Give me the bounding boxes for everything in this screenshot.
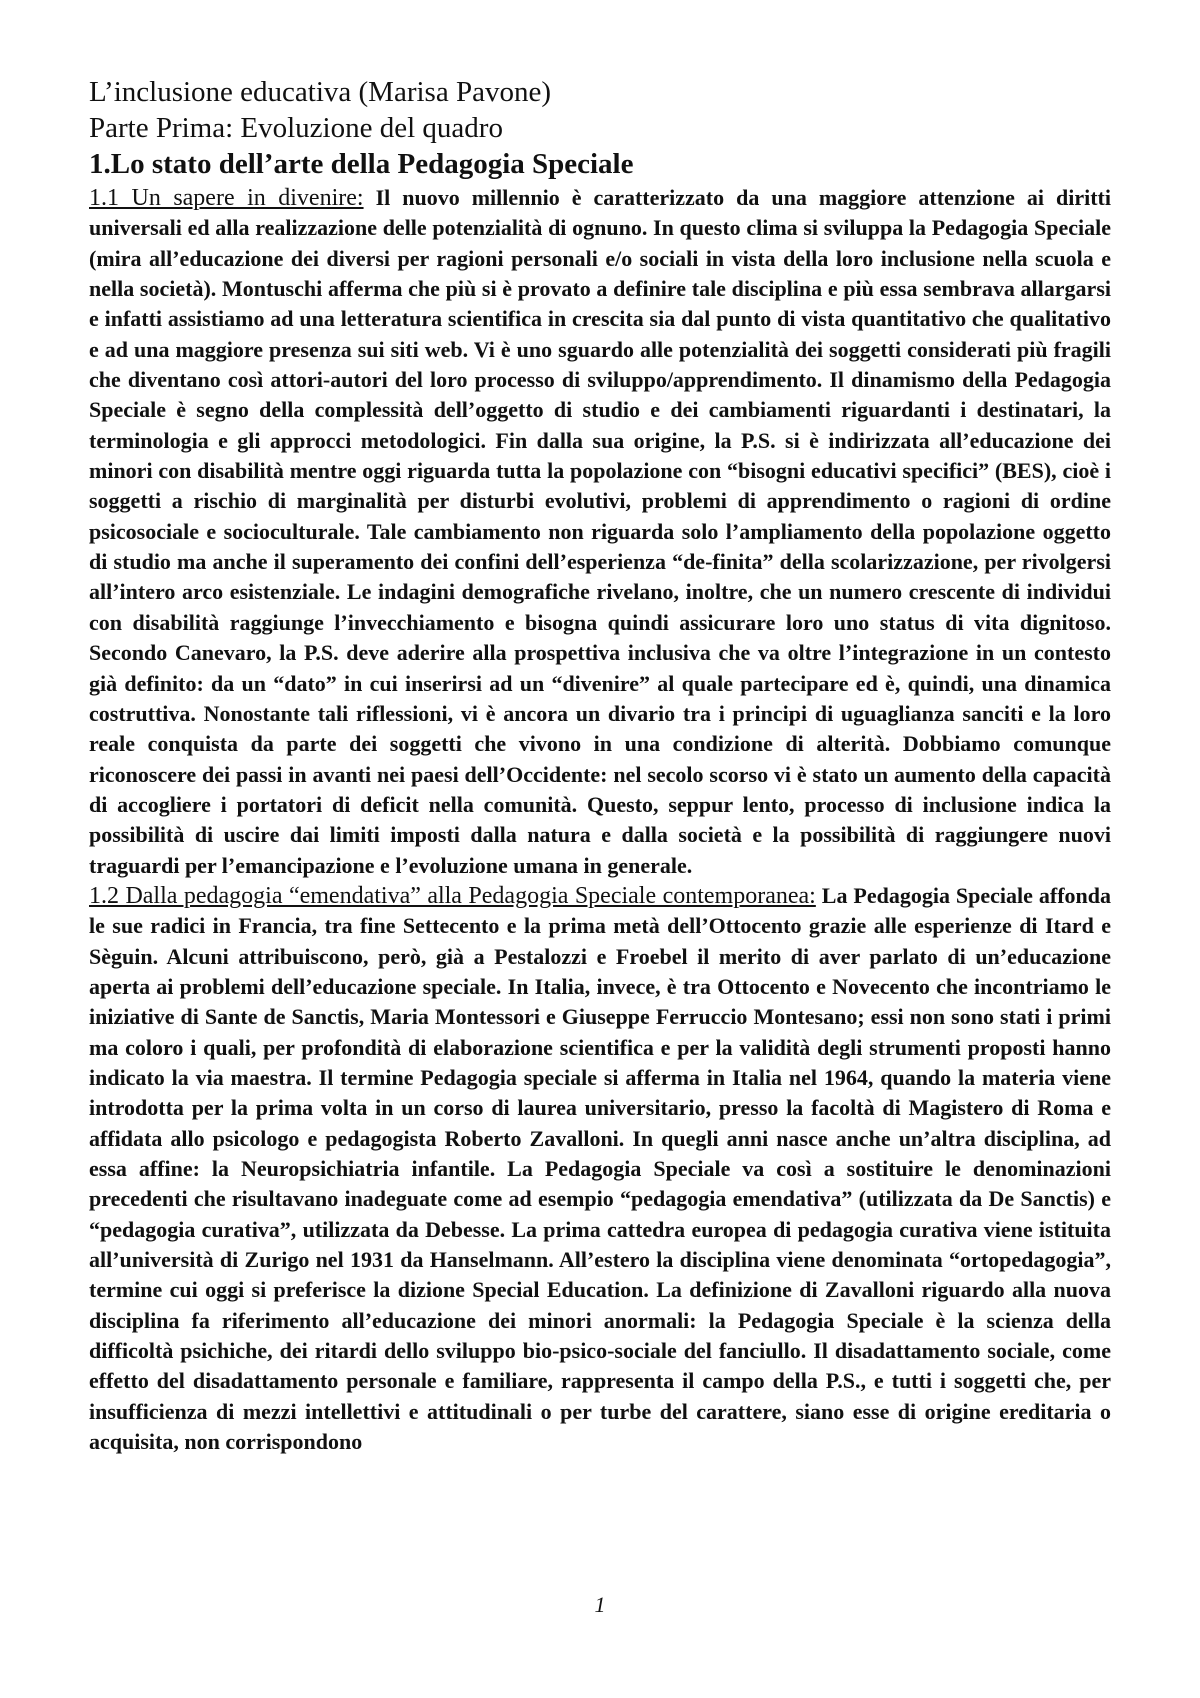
section-2-text: La Pedagogia Speciale affonda le sue radici in Francia, tra fine Settecento e la prima metà dell’Ottocento grazie alle esperienze di Itard e Sèguin. Alcuni attribuiscono, però, già a Pestalozzi e Froebel il merito di aver parlato di un’educazione aperta ai problemi dell’educazione speciale. In Italia, invece, è tra Ottocento e Novecento che incontriamo le iniziative di Sante de Sanctis, Maria Montessori e Giuseppe Ferruccio Montesano; essi non sono stati i primi ma coloro i quali, per profondità di elaborazione scientifica e per la validità degli strumenti proposti hanno indicato la via maestra. Il termine Pedagogia speciale si afferma in Italia nel 1964, quando la materia viene introdotta per la prima volta in un corso di laurea universitario, presso la facoltà di Magistero di Roma e affidata allo psicologo e pedagogista Roberto Zavalloni. In quegli anni nasce anche un’altra disciplina, ad essa affine: la Neuropsichiatria infantile. La Pedagogia Speciale va così a sostituire le denominazioni precedenti che risultavano inadeguate come ad esempio “pedagogia emendativa” (utilizzata da De Sanctis) e “pedagogia curativa”, utilizzata da Debesse. La prima cattedra europea di pedagogia curativa viene istituita all’università di Zurigo nel 1931 da Hanselmann. All’estero la disciplina viene denominata “ortopedagogia”, termine cui oggi si preferisce la dizione Special Education. La definizione di Zavalloni riguardo alla nuova disciplina fa riferimento all’educazione dei minori anormali: la Pedagogia Speciale è la scienza della difficoltà psichiche, dei ritardi dello sviluppo bio-psico-sociale del fanciullo. Il disadattamento sociale, come effetto del disadattamento personale e familiare, rappresenta il campo della P.S., e tutti i soggetti che, per insufficienza di mezzi intellettivi e attitudinali o per turbe del carattere, siano esse di origine ereditaria o acquisita, non corrispondono (89, 882, 1111, 1455)
page-content (89, 74, 1111, 1457)
section-1-text: Il nuovo millennio è caratterizzato da una maggiore attenzione ai diritti universali ed alla realizzazione delle potenzialità di ognuno. In questo clima si sviluppa la Pedagogia Speciale (mira all’educazione dei diversi per ragioni personali e/o sociali in vista della loro inclusione nella scuola e nella società). Montuschi afferma che più si è provato a definire tale disciplina e più essa sembrava allargarsi e infatti assistiamo ad una letteratura scientifica in crescita sia dal punto di vista quantitativo che qualitativo e ad una maggiore presenza sui siti web. Vi è uno sguardo alle potenzialità dei soggetti considerati più fragili che diventano così attori-autori del loro processo di sviluppo/apprendimento. Il dinamismo della Pedagogia Speciale è segno della complessità dell’oggetto di studio e dei cambiamenti riguardanti i destinatari, la terminologia e gli approcci metodologici. Fin dalla sua origine, la P.S. si è indirizzata all’educazione dei minori con disabilità mentre oggi riguarda tutta la popolazione con “bisogni educativi specifici” (BES), cioè i soggetti a rischio di marginalità per disturbi evolutivi, problemi di apprendimento o ragioni di ordine psicosociale e socioculturale. Tale cambiamento non riguarda solo l’ampliamento della popolazione oggetto di studio ma anche il superamento dei confini dell’esperienza “de-finita” della scolarizzazione, per rivolgersi all’intero arco esistenziale. Le indagini demografiche rivelano, inoltre, che un numero crescente di individui con disabilità raggiunge l’invecchiamento e bisogna quindi assicurare loro uno status di vita dignitoso. Secondo Canevaro, la P.S. deve aderire alla prospettiva inclusiva che va oltre l’integrazione in un contesto già definito: da un “dato” in cui inserirsi ad un “divenire” al quale partecipare ed è, quindi, una dinamica costruttiva. Nonostante tali riflessioni, vi è ancora un divario tra i principi di uguaglianza sanciti e la loro reale conquista da parte dei soggetti che vivono in una condizione di alterità. Dobbiamo comunque riconoscere dei passi in avanti nei paesi dell’Occidente: nel secolo scorso vi è stato un aumento della capacità di accogliere i portatori di deficit nella comunità. Questo, seppur lento, processo di inclusione indica la possibilità di uscire dai limiti imposti dalla natura e dalla società e la possibilità di raggiungere nuovi traguardi per l’emancipazione e l’evoluzione umana in generale. (89, 185, 1111, 878)
section-1-heading: 1.1 Un sapere in divenire: (89, 185, 364, 211)
section-2-heading: 1.2 Dalla pedagogia “emendativa” alla Pedagogia Speciale contemporanea: (89, 882, 816, 909)
page-number: 1 (594, 1592, 606, 1617)
section-1-paragraph (89, 183, 1111, 881)
section-2-paragraph (89, 881, 1111, 1458)
chapter-heading: 1.Lo stato dell’arte della Pedagogia Speciale (89, 148, 634, 180)
document-title: L’inclusione educativa (Marisa Pavone) (89, 76, 551, 108)
part-title: Parte Prima: Evoluzione del quadro (89, 112, 503, 144)
